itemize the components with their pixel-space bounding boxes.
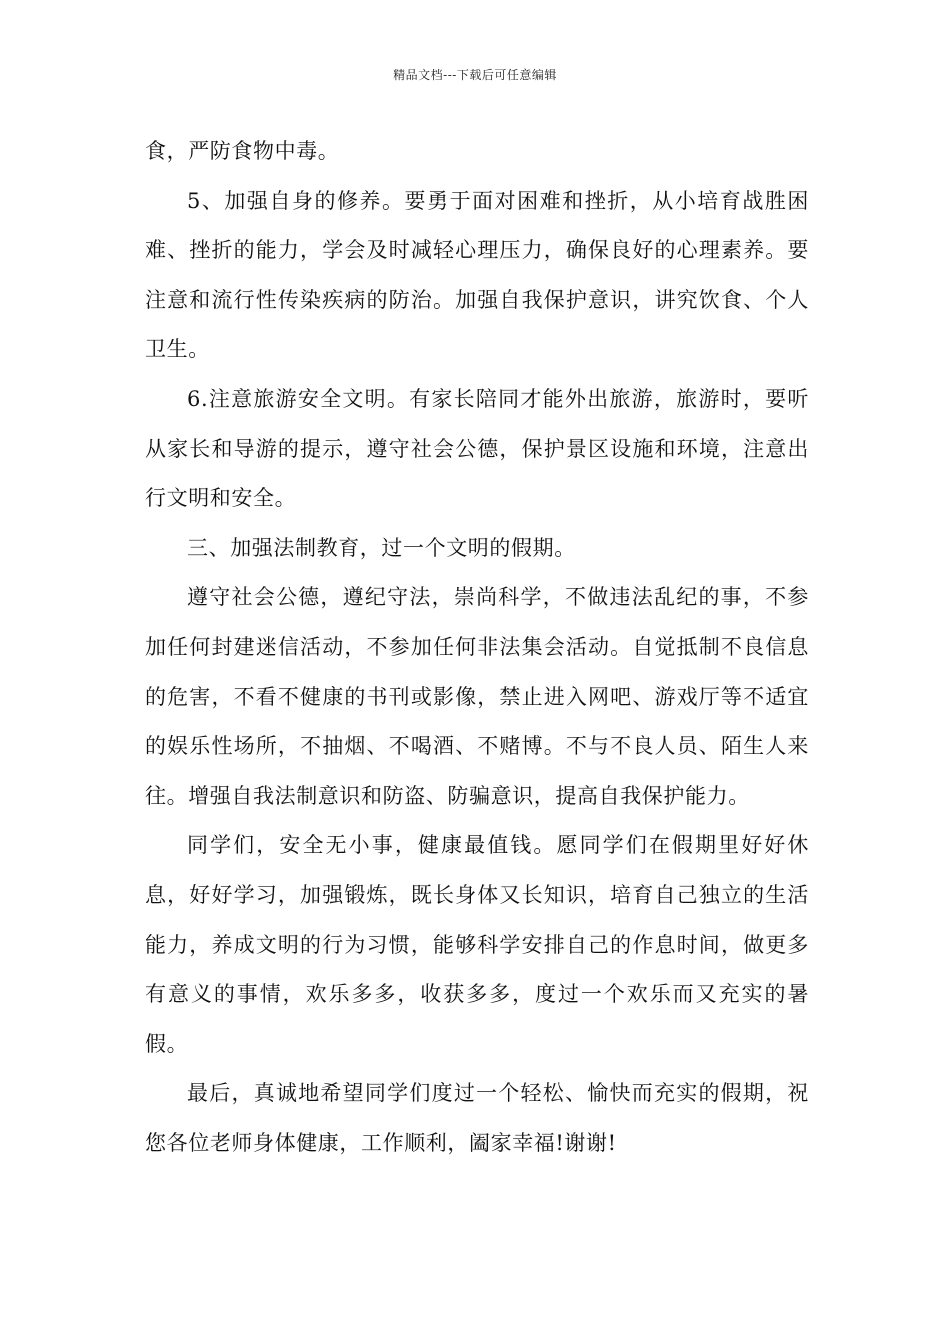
paragraph: 食，严防食物中毒。	[145, 139, 340, 163]
document-body	[145, 127, 809, 1168]
paragraph: 同学们，安全无小事，健康最值钱。愿同学们在假期里好好休息，好好学习，加强锻炼，既长身体又长知识，培育自己独立的生活能力，养成文明的行为习惯，能够科学安排自己的作息时间，做更多有意义的事情，欢乐多多，收获多多，度过一个欢乐而又充实的暑假。	[145, 833, 809, 1056]
page-header: 精品文档---下载后可任意编辑	[393, 68, 557, 82]
paragraph: 6.注意旅游安全文明。有家长陪同才能外出旅游，旅游时，要听从家长和导游的提示，遵守社会公德，保护景区设施和环境，注意出行文明和安全。	[145, 386, 809, 511]
paragraph: 5、加强自身的修养。要勇于面对困难和挫折，从小培育战胜困难、挫折的能力，学会及时减轻心理压力，确保良好的心理素养。要注意和流行性传染疾病的防治。加强自我保护意识，讲究饮食、个人卫生。	[145, 188, 809, 362]
paragraph: 遵守社会公德，遵纪守法，崇尚科学，不做违法乱纪的事，不参加任何封建迷信活动，不参加任何非法集会活动。自觉抵制不良信息的危害，不看不健康的书刊或影像，禁止进入网吧、游戏厅等不适宜的娱乐性场所，不抽烟、不喝酒、不赌博。不与不良人员、陌生人来往。增强自我法制意识和防盗、防骗意识，提高自我保护能力。	[145, 585, 809, 808]
section-heading: 三、加强法制教育，过一个文明的假期。	[187, 535, 576, 560]
closing-paragraph: 最后，真诚地希望同学们度过一个轻松、愉快而充实的假期，祝您各位老师身体健康，工作顺利，阖家幸福!谢谢!	[145, 1081, 809, 1155]
